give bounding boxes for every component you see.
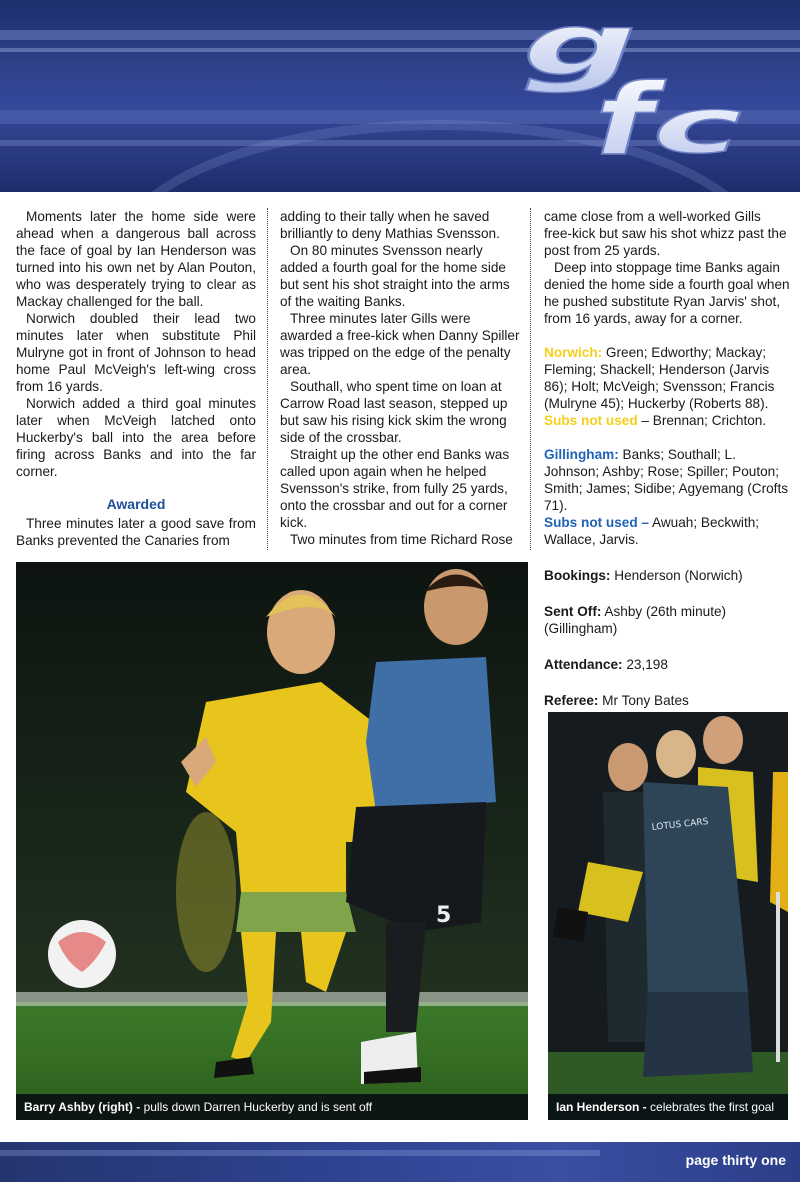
gillingham-players: Banks; Southall; L. Johnson; Ashby; Rose; Spiller; Pouton; Smith; James; Sidibe; Agyemang (Crofts 71). — [544, 447, 789, 513]
article-column-3 — [544, 208, 790, 709]
column-divider — [267, 208, 268, 550]
gfc-logo — [520, 8, 792, 190]
article-column-1 — [16, 208, 256, 549]
paragraph: Three minutes later a good save from Banks prevented the Canaries from — [16, 516, 256, 548]
footer-stripe — [0, 1150, 600, 1156]
header-banner — [0, 0, 800, 192]
paragraph: Straight up the other end Banks was called upon again when he helped Svensson's strike, from fully 25 yards, onto the crossbar and out for a corner kick. — [280, 447, 510, 530]
paragraph: Deep into stoppage time Banks again denied the home side a fourth goal when he pushed substitute Ryan Jarvis' shot, from 16 yards, away for a corner. — [544, 260, 790, 326]
gillingham-subs-label: Subs not used – — [544, 515, 649, 530]
referee — [544, 692, 790, 709]
jacket-lettering: LOTUS CARS — [651, 817, 709, 833]
gillingham-label: Gillingham: — [544, 447, 619, 462]
paragraph: Moments later the home side were ahead when a dangerous ball across the face of goal by Ian Henderson was turned into his own net by Alan Pouton, who was desperately trying to clear as Mackay challenged for the ball. — [16, 209, 256, 309]
paragraph: Norwich added a third goal minutes later when McVeigh latched onto Huckerby's ball into the area before firing across Banks and into the far corner. — [16, 396, 256, 479]
match-photo-illustration — [16, 562, 528, 1120]
celebration-photo — [548, 712, 788, 1120]
paragraph: came close from a well-worked Gills free-kick but saw his shot whizz past the post from 25 yards. — [544, 209, 787, 258]
gillingham-subs: Awuah; Beckwith; Wallace, Jarvis. — [544, 515, 760, 547]
attendance-label: Attendance: — [544, 657, 623, 672]
bookings-label: Bookings: — [544, 568, 611, 583]
celebration-photo-illustration — [548, 712, 788, 1120]
bookings — [544, 567, 790, 584]
norwich-subs-label: Subs not used — [544, 413, 638, 428]
page-footer — [0, 1142, 800, 1182]
attendance — [544, 656, 790, 673]
referee-label: Referee: — [544, 693, 599, 708]
paragraph: Southall, who spent time on loan at Carrow Road last season, stepped up but saw his rising kick skim the wrong side of the crossbar. — [280, 379, 508, 445]
subheading: Awarded — [106, 496, 166, 512]
match-photo — [16, 562, 528, 1120]
norwich-players: Green; Edworthy; Mackay; Fleming; Shackell; Henderson (Jarvis 86); Holt; McVeigh; Svensson; Francis (Mulryne 45); Huckerby (Roberts 88). — [544, 345, 775, 411]
paragraph: On 80 minutes Svensson nearly added a fourth goal for the home side but sent his shot straight into the arms of the waiting Banks. — [280, 243, 510, 309]
norwich-lineup — [544, 344, 790, 429]
shirt-number: 5 — [436, 903, 452, 928]
photo-caption — [548, 1094, 788, 1120]
sent-off — [544, 603, 790, 637]
column-divider — [530, 208, 531, 550]
photo-caption — [16, 1094, 528, 1120]
caption-name: Ian Henderson - — [556, 1100, 647, 1114]
norwich-subs: – Brennan; Crichton. — [637, 413, 767, 428]
sentoff-value: Ashby (26th minute) (Gillingham) — [544, 604, 727, 636]
sentoff-label: Sent Off: — [544, 604, 602, 619]
caption-text: celebrates the first goal — [646, 1100, 775, 1114]
page-number: page thirty one — [685, 1152, 786, 1168]
referee-value: Mr Tony Bates — [598, 693, 689, 708]
caption-name: Barry Ashby (right) - — [24, 1100, 141, 1114]
norwich-label: Norwich: — [544, 345, 603, 360]
paragraph: Norwich doubled their lead two minutes later when substitute Phil Mulryne got in front of Johnson to head home Paul McVeigh's left-wing cross from 16 yards. — [16, 311, 256, 394]
caption-text: pulls down Darren Huckerby and is sent off — [140, 1100, 373, 1114]
paragraph: Three minutes later Gills were awarded a free-kick when Danny Spiller was tripped on the edge of the penalty area. — [280, 311, 520, 377]
logo-letter-f: f — [594, 63, 653, 178]
attendance-value: 23,198 — [622, 657, 668, 672]
logo-letter-c: c — [652, 82, 742, 171]
bookings-value: Henderson (Norwich) — [610, 568, 743, 583]
paragraph: adding to their tally when he saved brilliantly to deny Mathias Svensson. — [280, 209, 500, 241]
logo-letter-g: g — [522, 8, 637, 95]
gillingham-lineup — [544, 446, 790, 548]
paragraph: Two minutes from time Richard Rose — [290, 532, 513, 547]
article-column-2 — [280, 208, 520, 548]
